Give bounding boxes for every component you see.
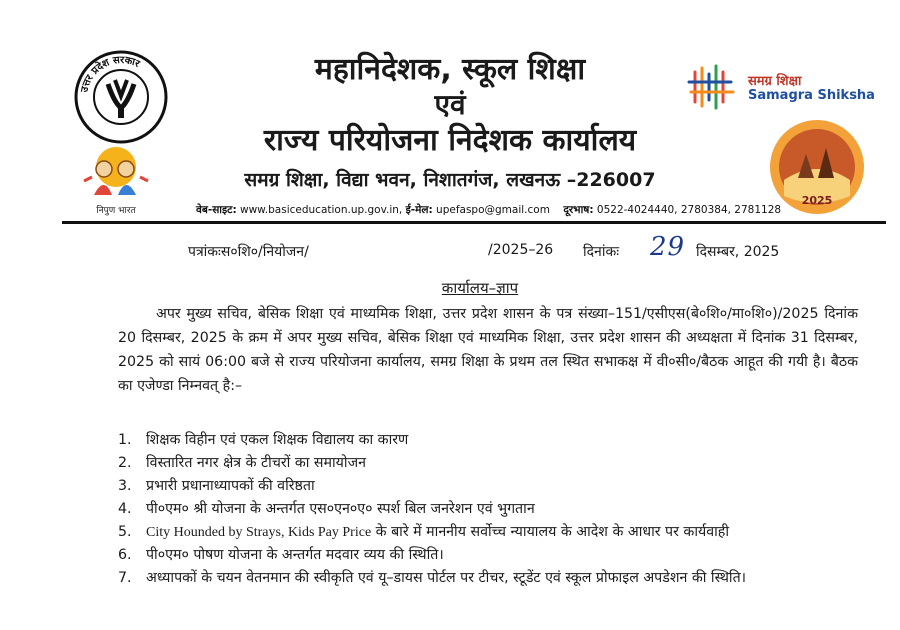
nipun-bharat-logo: [70, 145, 162, 215]
agenda-list: [118, 430, 858, 591]
list-item: 5. City Hounded by Strays, Kids Pay Price के बारे में माननीय सर्वोच्च न्यायालय के आदेश के आधार पर कार्यवाही: [118, 524, 730, 540]
up-govt-seal-icon: [74, 50, 168, 144]
samagra-shiksha-hindi: समग्र शिक्षा: [748, 74, 802, 89]
phone-numbers: 0522-4024440, 2780384, 2781128: [596, 204, 782, 216]
memo-title: कार्यालय–ज्ञाप: [441, 279, 519, 297]
reference-number: पत्रांकःस०शि०/नियोजन/: [188, 244, 309, 260]
agenda-english-headline: City Hounded by Strays, Kids Pay Price: [146, 525, 372, 540]
date-month-year: दिसम्बर, 2025: [696, 244, 780, 260]
nipun-bharat-label: निपुण भारत: [96, 206, 136, 216]
office-address: समग्र शिक्षा, विद्या भवन, निशातगंज, लखनऊ –226007: [244, 169, 656, 191]
samagra-shiksha-english: Samagra Shiksha: [748, 88, 875, 103]
reference-session: /2025–26: [488, 242, 554, 258]
handwritten-date-day: 29: [650, 232, 686, 262]
list-item: 6. पी०एम० पोषण योजना के अन्तर्गत मदवार व्यय की स्थिति।: [118, 547, 444, 563]
office-title-block: [180, 52, 720, 194]
date-label: दिनांकः: [583, 244, 620, 260]
list-item: 4. पी०एम० श्री योजना के अन्तर्गत एस०एन०ए० स्पर्श बिल जनरेशन एवं भुगतान: [118, 501, 535, 517]
event-badge-icon: [768, 118, 866, 216]
title-line-3: राज्य परियोजना निदेशक कार्यालय: [263, 123, 637, 158]
seal-ring-text: उत्तर प्रदेश सरकार: [79, 54, 142, 94]
title-line-1: महानिदेशक, स्कूल शिक्षा: [314, 52, 586, 87]
nipun-bharat-kids-icon: [70, 145, 162, 201]
web-label: वेब-साइट:: [196, 204, 237, 216]
email-label: ई-मेल:: [405, 204, 433, 216]
title-line-2: एवं: [434, 88, 466, 121]
header-divider: [62, 221, 886, 224]
badge-year: 2025: [801, 194, 833, 207]
list-item: 1. शिक्षक विहीन एवं एकल शिक्षक विद्यालय का कारण: [118, 432, 409, 448]
memo-paragraph: अपर मुख्य सचिव, बेसिक शिक्षा एवं माध्यमिक शिक्षा, उत्तर प्रदेश शासन के पत्र संख्या–151/एसीएस(बे०शि०/मा०शि०)/2025 दिनांक 20 दिसम्बर, 2025 के क्रम में अपर मुख्य सचिव, बेसिक शिक्षा एवं माध्यमिक शिक्षा, उत्तर प्रदेश शासन की अध्यक्षता में दिनांक 31 दिसम्बर, 2025 को सायं 06:00 बजे से राज्य परियोजना कार्यालय, समग्र शिक्षा के प्रथम तल स्थित सभाकक्ष में वी०सी०/बैठक आहूत की गयी है। बैठक का एजेण्डा निम्नवत् है:–: [118, 306, 858, 394]
email-link[interactable]: upefaspo@gmail.com: [436, 204, 550, 216]
website-link[interactable]: www.basiceducation.up.gov.in,: [240, 204, 403, 216]
list-item: 2. विस्तारित नगर क्षेत्र के टीचरों का समायोजन: [118, 455, 366, 471]
list-item: 3. प्रभारी प्रधानाध्यापकों की वरिष्ठता: [118, 478, 315, 494]
contact-line: [196, 203, 796, 217]
phone-label: दूरभाष:: [563, 204, 594, 216]
list-item: 7. अध्यापकों के चयन वेतनमान की स्वीकृति एवं यू–डायस पोर्टल पर टीचर, स्टूडेंट एवं स्कूल प्रोफाइल अपडेशन की स्थिति।: [118, 570, 747, 586]
